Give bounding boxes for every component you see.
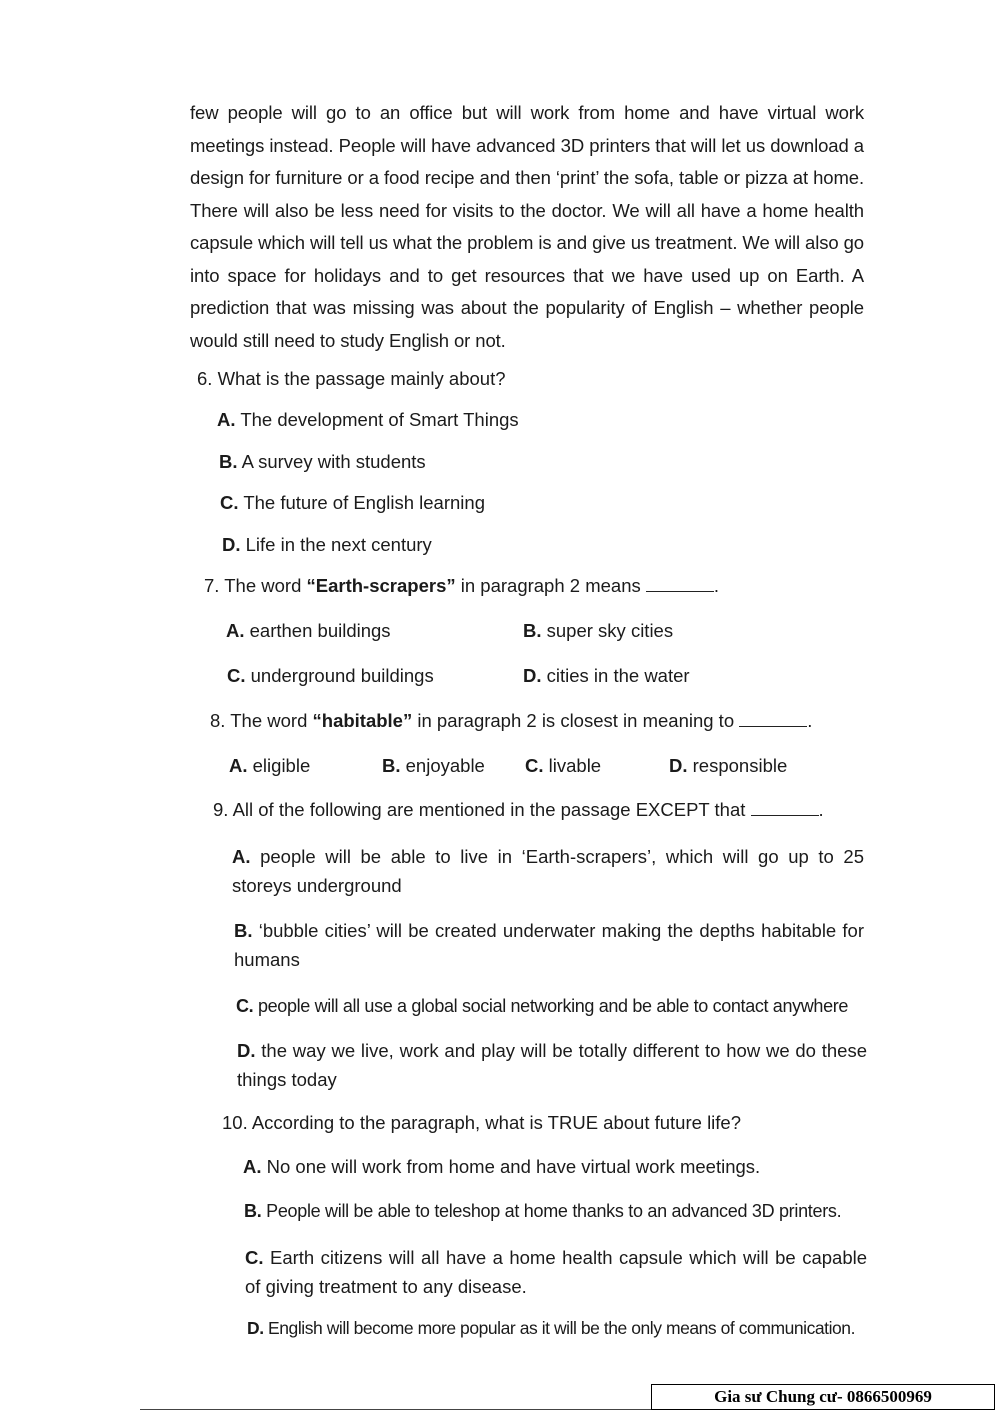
option-text: The development of Smart Things: [240, 409, 519, 430]
option-text: People will be able to teleshop at home thanks to an advanced 3D printers.: [266, 1201, 842, 1221]
option-text: English will become more popular as it will be the only means of communication.: [268, 1318, 855, 1338]
option-text: livable: [548, 755, 602, 776]
option-letter: A.: [229, 755, 248, 776]
option-letter: B.: [244, 1201, 262, 1221]
option-letter: C.: [245, 1247, 264, 1268]
option-letter: A.: [232, 846, 251, 867]
option-letter: B.: [382, 755, 401, 776]
question-number: 7.: [204, 575, 220, 596]
question-8: [210, 709, 812, 733]
option-letter: D.: [523, 665, 542, 686]
option-letter: C.: [227, 665, 246, 686]
option-letter: D.: [237, 1040, 256, 1061]
option-text: No one will work from home and have virtual work meetings.: [266, 1156, 761, 1177]
option-text: Earth citizens will all have a home health capsule which will be capable of giving treatment to any disease.: [245, 1247, 868, 1297]
q7-option-b[interactable]: [523, 619, 673, 643]
option-text: eligible: [252, 755, 311, 776]
question-number: 9.: [213, 799, 229, 820]
footer-rule: [140, 1409, 651, 1410]
option-letter: D.: [669, 755, 688, 776]
q10-option-c[interactable]: [245, 1243, 867, 1301]
answer-blank[interactable]: [739, 712, 807, 727]
question-number: 8.: [210, 710, 226, 731]
option-letter: B.: [234, 920, 253, 941]
option-letter: C.: [220, 492, 239, 513]
option-letter: A.: [243, 1156, 262, 1177]
option-text: A survey with students: [241, 451, 426, 472]
question-number: 6.: [197, 368, 213, 389]
question-text-after: in paragraph 2 means: [455, 575, 641, 596]
q8-option-c[interactable]: [525, 754, 601, 778]
option-letter: C.: [525, 755, 544, 776]
question-9: [213, 798, 824, 822]
option-text: the way we live, work and play will be totally different to how we do these things today: [237, 1040, 868, 1090]
footer-contact-box: Gia sư Chung cư- 0866500969: [651, 1384, 995, 1410]
question-end: .: [807, 710, 813, 731]
question-text-before: The word: [230, 710, 313, 731]
question-text: All of the following are mentioned in the passage EXCEPT that: [232, 799, 746, 820]
question-7: [204, 574, 719, 598]
q8-option-d[interactable]: [669, 754, 787, 778]
option-letter: D.: [222, 534, 241, 555]
q6-option-b[interactable]: [219, 450, 426, 474]
q6-option-a[interactable]: [217, 408, 519, 432]
option-text: underground buildings: [250, 665, 434, 686]
q10-option-d[interactable]: [247, 1316, 855, 1340]
q9-option-c[interactable]: [236, 994, 848, 1018]
question-6: [197, 367, 506, 391]
question-text: What is the passage mainly about?: [217, 368, 506, 389]
option-letter: A.: [226, 620, 245, 641]
option-letter: B.: [219, 451, 238, 472]
option-letter: B.: [523, 620, 542, 641]
question-text: According to the paragraph, what is TRUE about future life?: [251, 1112, 742, 1133]
q10-option-a[interactable]: [243, 1155, 760, 1179]
option-text: Life in the next century: [245, 534, 432, 555]
q10-option-b[interactable]: [244, 1199, 841, 1223]
q9-option-b[interactable]: [234, 916, 864, 974]
option-text: responsible: [692, 755, 788, 776]
option-text: earthen buildings: [249, 620, 391, 641]
question-keyword: “Earth-scrapers”: [306, 575, 456, 596]
q7-option-a[interactable]: [226, 619, 391, 643]
q6-option-c[interactable]: [220, 491, 485, 515]
q7-option-d[interactable]: [523, 664, 690, 688]
q9-option-d[interactable]: [237, 1036, 867, 1094]
option-letter: D.: [247, 1318, 264, 1338]
question-end: .: [713, 575, 720, 596]
question-end: .: [818, 799, 824, 820]
option-text: enjoyable: [405, 755, 485, 776]
question-10: [222, 1111, 741, 1135]
answer-blank[interactable]: [646, 577, 714, 592]
question-number: 10.: [222, 1112, 248, 1133]
option-text: people will be able to live in ‘Earth-scrapers’, which will go up to 25 storeys underground: [232, 846, 864, 896]
q9-option-a[interactable]: [232, 842, 864, 900]
question-keyword: “habitable”: [312, 710, 413, 731]
q8-option-b[interactable]: [382, 754, 485, 778]
question-text-before: The word: [224, 575, 307, 596]
answer-blank[interactable]: [751, 801, 819, 816]
q6-option-d[interactable]: [222, 533, 432, 557]
reading-passage: few people will go to an office but will work from home and have virtual work meetings instead. People will have advanced 3D printers that will let us download a design for furniture or a food recipe and then ‘print’ the sofa, table or pizza at home. There will also be less need for visits to the doctor. We will all have a home health capsule which will tell us what the problem is and give us treatment. We will also go into space for holidays and to get resources that we have used up on Earth. A prediction that was missing was about the popularity of English – whether people would still need to study English or not.: [190, 102, 864, 351]
q7-option-c[interactable]: [227, 664, 434, 688]
question-text-after: in paragraph 2 is closest in meaning to: [412, 710, 735, 731]
option-text: people will all use a global social networking and be able to contact anywhere: [257, 996, 849, 1016]
option-text: ‘bubble cities’ will be created underwater making the depths habitable for humans: [234, 920, 865, 970]
q8-option-a[interactable]: [229, 754, 310, 778]
option-letter: A.: [217, 409, 236, 430]
option-text: super sky cities: [546, 620, 674, 641]
option-letter: C.: [236, 996, 254, 1016]
option-text: cities in the water: [546, 665, 690, 686]
option-text: The future of English learning: [243, 492, 485, 513]
